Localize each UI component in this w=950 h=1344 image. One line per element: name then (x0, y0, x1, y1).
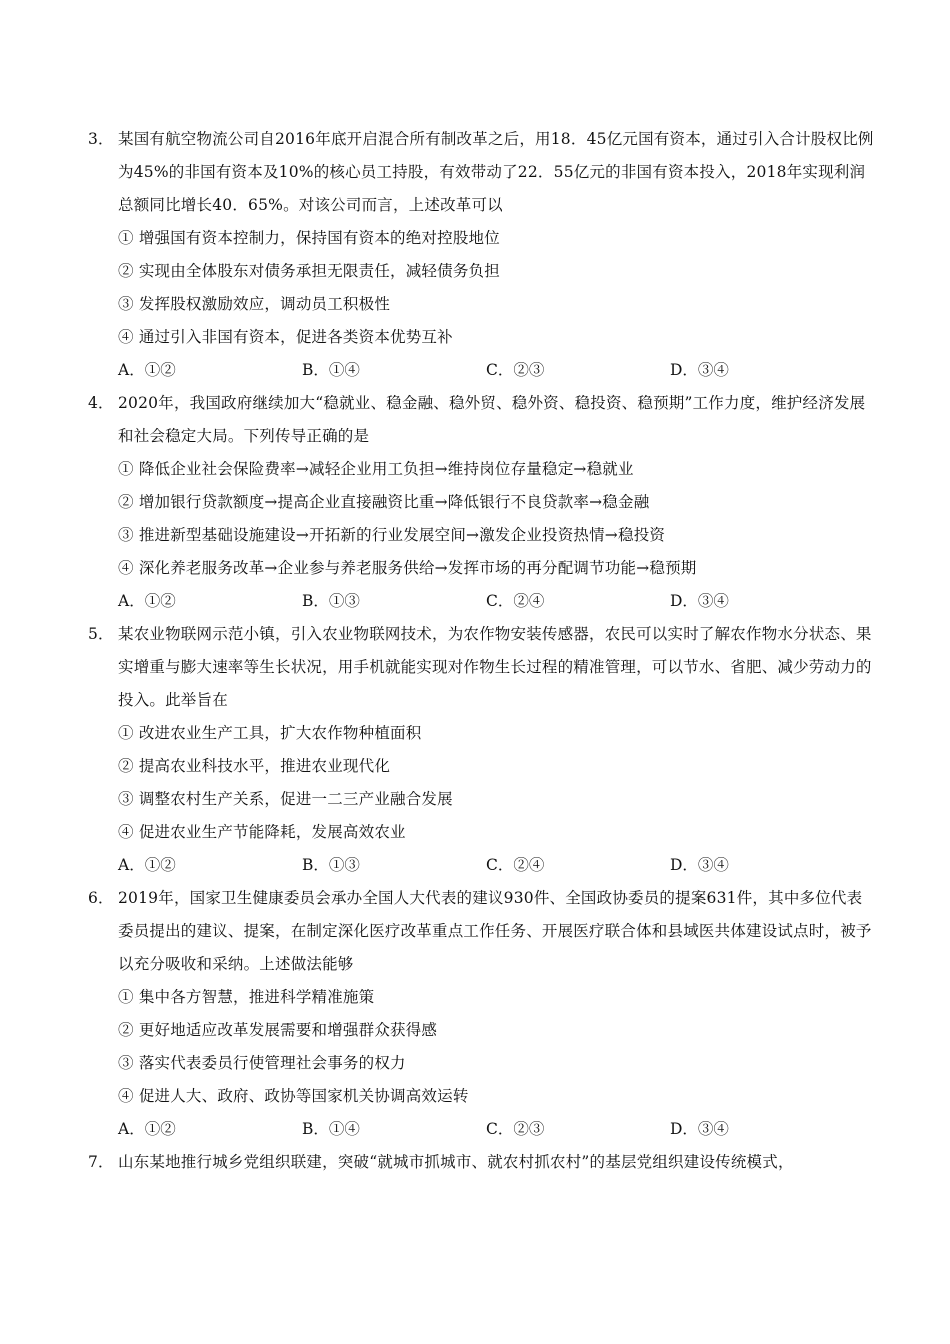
statement-list (88, 453, 878, 585)
question-stem (88, 882, 878, 981)
question-number: 5． (88, 625, 114, 643)
question-stem (88, 618, 878, 717)
statement-list (88, 981, 878, 1113)
question-list (88, 123, 878, 1179)
statement-item: ① 增强国有资本控制力，保持国有资本的绝对控股地位 (118, 229, 500, 247)
statement-item: ① 集中各方智慧，推进科学精准施策 (118, 988, 375, 1006)
statement-list (88, 717, 878, 849)
statement-item: ③ 推进新型基础设施建设→开拓新的行业发展空间→激发企业投资热情→稳投资 (118, 526, 666, 544)
answer-choices (88, 849, 878, 882)
question-text: 2019年，国家卫生健康委员会承办全国人大代表的建议930件、全国政协委员的提案631件，其中多位代表委员提出的建议、提案，在制定深化医疗改革重点工作任务、开展医疗联合体和县域医共体建设试点时，被予以充分吸收和采纳。上述做法能够 (118, 889, 872, 973)
choice-a: A．①② (118, 1120, 176, 1138)
choice-d: D．③④ (670, 361, 729, 379)
statement-item: ④ 通过引入非国有资本，促进各类资本优势互补 (118, 328, 453, 346)
choice-b: B．①③ (302, 856, 360, 874)
statement-item: ② 更好地适应改革发展需要和增强群众获得感 (118, 1021, 438, 1039)
question-number: 6． (88, 889, 114, 907)
statement-item: ③ 落实代表委员行使管理社会事务的权力 (118, 1054, 406, 1072)
choice-c: C．②④ (486, 856, 545, 874)
choice-a: A．①② (118, 856, 176, 874)
question-3 (88, 123, 878, 387)
statement-item: ④ 促进人大、政府、政协等国家机关协调高效运转 (118, 1087, 469, 1105)
question-number: 3． (88, 130, 114, 148)
choice-b: B．①③ (302, 592, 360, 610)
statement-item: ③ 发挥股权激励效应，调动员工积极性 (118, 295, 391, 313)
question-stem (88, 387, 878, 453)
statement-item: ① 降低企业社会保险费率→减轻企业用工负担→维持岗位存量稳定→稳就业 (118, 460, 634, 478)
statement-list (88, 222, 878, 354)
choice-b: B．①④ (302, 361, 360, 379)
question-5 (88, 618, 878, 882)
choice-c: C．②③ (486, 1120, 545, 1138)
question-stem (88, 1146, 878, 1179)
question-number: 4． (88, 394, 114, 412)
choice-c: C．②④ (486, 592, 545, 610)
choice-a: A．①② (118, 361, 176, 379)
answer-choices (88, 585, 878, 618)
question-text: 某国有航空物流公司自2016年底开启混合所有制改革之后，用18．45亿元国有资本，通过引入合计股权比例为45%的非国有资本及10%的核心员工持股，有效带动了22．55亿元的非国有资本投入，2018年实现利润总额同比增长40．65%。对该公司而言，上述改革可以 (118, 130, 874, 214)
statement-item: ③ 调整农村生产关系，促进一二三产业融合发展 (118, 790, 453, 808)
question-4 (88, 387, 878, 618)
choice-d: D．③④ (670, 856, 729, 874)
statement-item: ④ 促进农业生产节能降耗，发展高效农业 (118, 823, 406, 841)
question-stem (88, 123, 878, 222)
answer-choices (88, 1113, 878, 1146)
question-text: 山东某地推行城乡党组织联建，突破“就城市抓城市、就农村抓农村”的基层党组织建设传统模式， (118, 1153, 794, 1171)
question-6 (88, 882, 878, 1146)
statement-item: ② 实现由全体股东对债务承担无限责任，减轻债务负担 (118, 262, 500, 280)
choice-d: D．③④ (670, 1120, 729, 1138)
answer-choices (88, 354, 878, 387)
choice-c: C．②③ (486, 361, 545, 379)
question-text: 2020年，我国政府继续加大“稳就业、稳金融、稳外贸、稳外资、稳投资、稳预期”工作力度，维护经济发展和社会稳定大局。下列传导正确的是 (118, 394, 866, 445)
statement-item: ② 增加银行贷款额度→提高企业直接融资比重→降低银行不良贷款率→稳金融 (118, 493, 650, 511)
question-number: 7． (88, 1153, 114, 1171)
choice-a: A．①② (118, 592, 176, 610)
statement-item: ① 改进农业生产工具，扩大农作物种植面积 (118, 724, 422, 742)
statement-item: ④ 深化养老服务改革→企业参与养老服务供给→发挥市场的再分配调节功能→稳预期 (118, 559, 697, 577)
question-7 (88, 1146, 878, 1179)
choice-b: B．①④ (302, 1120, 360, 1138)
question-text: 某农业物联网示范小镇，引入农业物联网技术，为农作物安装传感器，农民可以实时了解农作物水分状态、果实增重与膨大速率等生长状况，用手机就能实现对作物生长过程的精准管理，可以节水、省肥、减少劳动力的投入。此举旨在 (118, 625, 872, 709)
statement-item: ② 提高农业科技水平，推进农业现代化 (118, 757, 391, 775)
choice-d: D．③④ (670, 592, 729, 610)
